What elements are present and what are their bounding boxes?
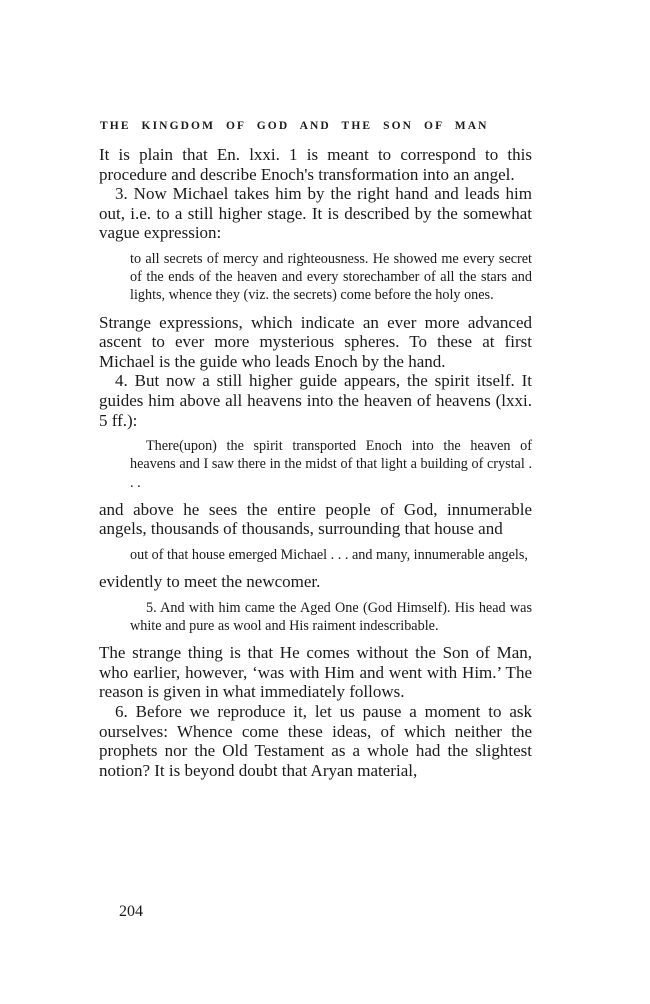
paragraph: 6. Before we reproduce it, let us pause a moment to ask ourselves: Whence come these ideas, of which neither the prophets nor the Old Testament as a whole had the slightest notion? It is beyond doubt that Aryan material,	[99, 701, 532, 780]
paragraph: 3. Now Michael takes him by the right hand and leads him out, i.e. to a still higher stage. It is described by the somewhat vague expression:	[99, 184, 532, 243]
block-quote: out of that house emerged Michael . . . and many, innumerable angels,	[130, 546, 528, 563]
paragraph: The strange thing is that He comes without the Son of Man, who earlier, however, ‘was with Him and went with Him.’ The reason is given in what immediately follows.	[99, 643, 532, 702]
paragraph: Strange expressions, which indicate an ever more advanced ascent to ever more mysterious spheres. To these at first Michael is the guide who leads Enoch by the hand.	[99, 312, 532, 371]
paragraph: evidently to meet the newcomer.	[99, 572, 321, 592]
block-quote: 5. And with him came the Aged One (God Himself). His head was white and pure as wool and His raiment indescribable.	[130, 599, 532, 634]
paragraph: 4. But now a still higher guide appears, the spirit itself. It guides him above all heavens into the heaven of heavens (lxxi. 5 ff.):	[99, 371, 532, 430]
block-quote: There(upon) the spirit transported Enoch into the heaven of heavens and I saw there in the midst of that light a building of crystal . . .	[130, 438, 532, 491]
paragraph: It is plain that En. lxxi. 1 is meant to correspond to this procedure and describe Enoch's transformation into an angel.	[99, 145, 532, 184]
page-number: 204	[119, 903, 143, 920]
running-head: THE KINGDOM OF GOD AND THE SON OF MAN	[100, 120, 489, 132]
page-body	[99, 145, 532, 780]
paragraph: and above he sees the entire people of God, innumerable angels, thousands of thousands, surrounding that house and	[99, 499, 532, 539]
block-quote: to all secrets of mercy and righteousness. He showed me every secret of the ends of the heaven and every storechamber of all the stars and lights, whence they (viz. the secrets) come before the holy ones.	[130, 250, 532, 304]
